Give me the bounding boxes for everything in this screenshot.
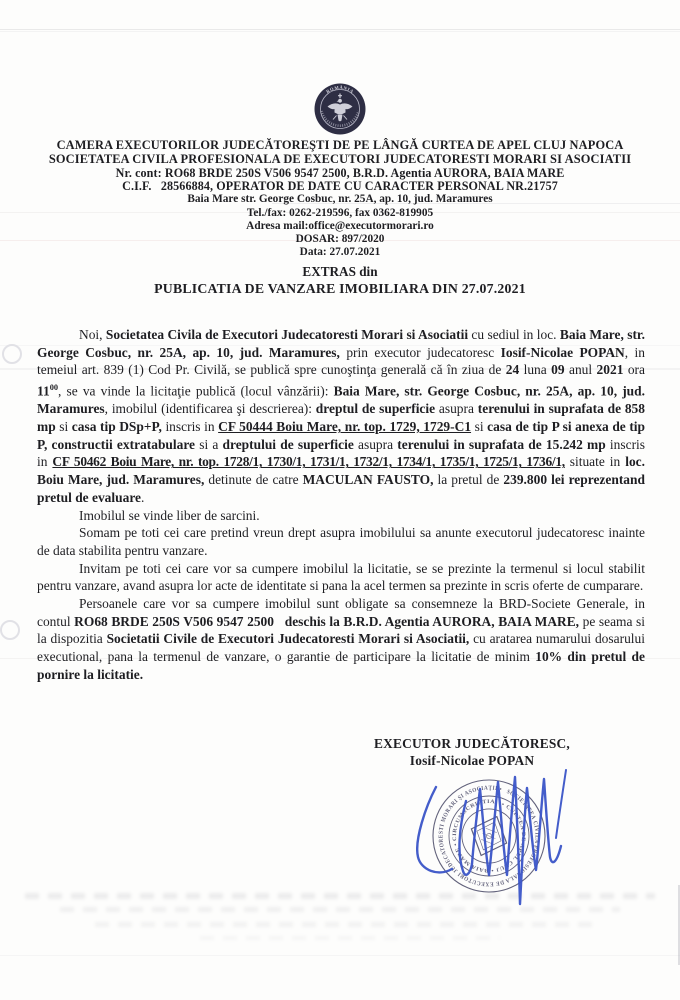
- scan-streak: [0, 31, 680, 32]
- letterhead: [0, 82, 680, 259]
- paragraph-property-description: Noi, Societatea Civila de Executori Judecatoresti Morari si Asociatii cu sediul in loc. Baia Mare, str. George Cosbuc, nr. 25A, ap. 10, jud. Maramures, prin executor judecatoresc Iosif-Nicolae POPAN, in temeiul art. 839 (1) Cod Pr. Civilă, se publică spre cunoştinţa generală că în ziua de 24 luna 09 anul 2021 ora $11^{00}$, se va vinde la licitaţie publică (locul vânzării): Baia Mare, str. George Cosbuc, nr. 25A, ap. 10, jud. Maramures, imobilul (identificarea şi descrierea): dreptul de superficie asupra terenului in suprafata de 858 mp si casa tip DSp+P, inscris in CF 50444 Boiu Mare, nr. top. 1729, 1729-C1 si casa de tip P si anexa de tip P, constructii extratabulare si a dreptului de superficie asupra terenului in suprafata de 15.242 mp inscris in CF 50462 Boiu Mare, nr. top. 1728/1, 1730/1, 1731/1, 1732/1, 1734/1, 1735/1, 1725/1, 1736/1, situate in loc. Boiu Mare, jud. Maramures, detinute de catre MACULAN FAUSTO, la pretul de 239.800 lei reprezentand pretul de evaluare.: [37, 327, 646, 505]
- stamp-inner-text: • CURTEA DE APEL CLUJ • BAIA MARE • CIRCUMSCRIPTIA: [451, 798, 527, 874]
- document-date: Data: 27.07.2021: [299, 245, 381, 258]
- email-line: Adresa mail:office@executormorari.ro: [246, 219, 434, 232]
- signature-role: EXECUTOR JUDECĂTORESC,: [374, 736, 570, 751]
- scan-streak: [0, 955, 680, 956]
- document-title: [0, 264, 680, 297]
- scan-ghost-text: [95, 922, 595, 927]
- society-line: SOCIETATEA CIVILA PROFESIONALA DE EXECUTORI JUDECATORESTI MORARI SI ASOCIATII: [48, 151, 632, 166]
- stamp-center-crest: [464, 809, 515, 862]
- stamp-and-signature: [395, 758, 585, 913]
- seal-country-text: ROMÂNIA: [325, 84, 355, 95]
- signature-name: Iosif-Nicolae POPAN: [409, 753, 535, 768]
- scan-streak: [0, 29, 680, 30]
- paragraph-free-of-charges: Imobilul se vinde liber de sarcini.: [79, 507, 260, 523]
- phone-fax-line: Tel./fax: 0262-219596, fax 0362-819905: [246, 206, 434, 219]
- paragraph-bidder-invitation: Invitam pe toti cei care vor sa cumpere imobilul la licitatie, se se prezinte la termenul si locul stabilit pentru vanzare, avand asupra lor acte de identitate si pana la acel termen sa prezinte in scris oferte de cumparare.: [37, 560, 645, 594]
- dossier-number: DOSAR: 897/2020: [295, 232, 385, 245]
- bank-account-line: Nr. cont: RO68 BRDE 250S V506 9547 2500, B.R.D. Agentia AURORA, BAIA MARE: [115, 165, 565, 180]
- title-extras: EXTRAS din: [302, 264, 378, 279]
- paragraph-claims-notice: Somam pe toti cei care pretind vreun drept asupra imobilului sa anunte executorul judecatoresc inainte de data stabilita pentru vanzare.: [37, 525, 645, 558]
- title-publication: PUBLICATIA DE VANZARE IMOBILIARA DIN 27.07.2021: [154, 281, 526, 296]
- chamber-line: CAMERA EXECUTORILOR JUDECĂTOREŞTI DE PE LÂNGĂ CURTEA DE APEL CLUJ NAPOCA: [56, 138, 624, 152]
- document-body: [37, 326, 645, 684]
- romania-coat-of-arms-seal-icon: [310, 82, 370, 136]
- scan-ghost-text: [200, 936, 500, 940]
- paragraph-deposit-requirement: Persoanele care vor sa cumpere imobilul sunt obligate sa consemneze la BRD-Societe Generale, in contul RO68 BRDE 250S V506 9547 2500 deschis la B.R.D. Agentia AURORA, BAIA MARE, pe seama si la dispozitia Societatii Civile de Executori Judecatoresti Morari si Asociatii, cu aratarea numarului dosarului executional, pana la termenul de vanzare, o garantie de participare la licitatie de minim 10% din pretul de pornire la licitatie.: [37, 596, 645, 682]
- address-line: Baia Mare str. George Cosbuc, nr. 25A, ap. 10, jud. Maramures: [187, 193, 493, 206]
- punch-hole: [2, 344, 22, 364]
- cif-line: C.I.F. 28566884, OPERATOR DE DATE CU CARACTER PERSONAL NR.21757: [122, 179, 558, 193]
- punch-hole: [0, 620, 20, 640]
- stamp-outer-text: SOCIETATEA CIVILA PROFESIONALA DE EXECUTORI JUDECATORESTI MORARI ŞI ASOCIAŢII •: [438, 785, 540, 887]
